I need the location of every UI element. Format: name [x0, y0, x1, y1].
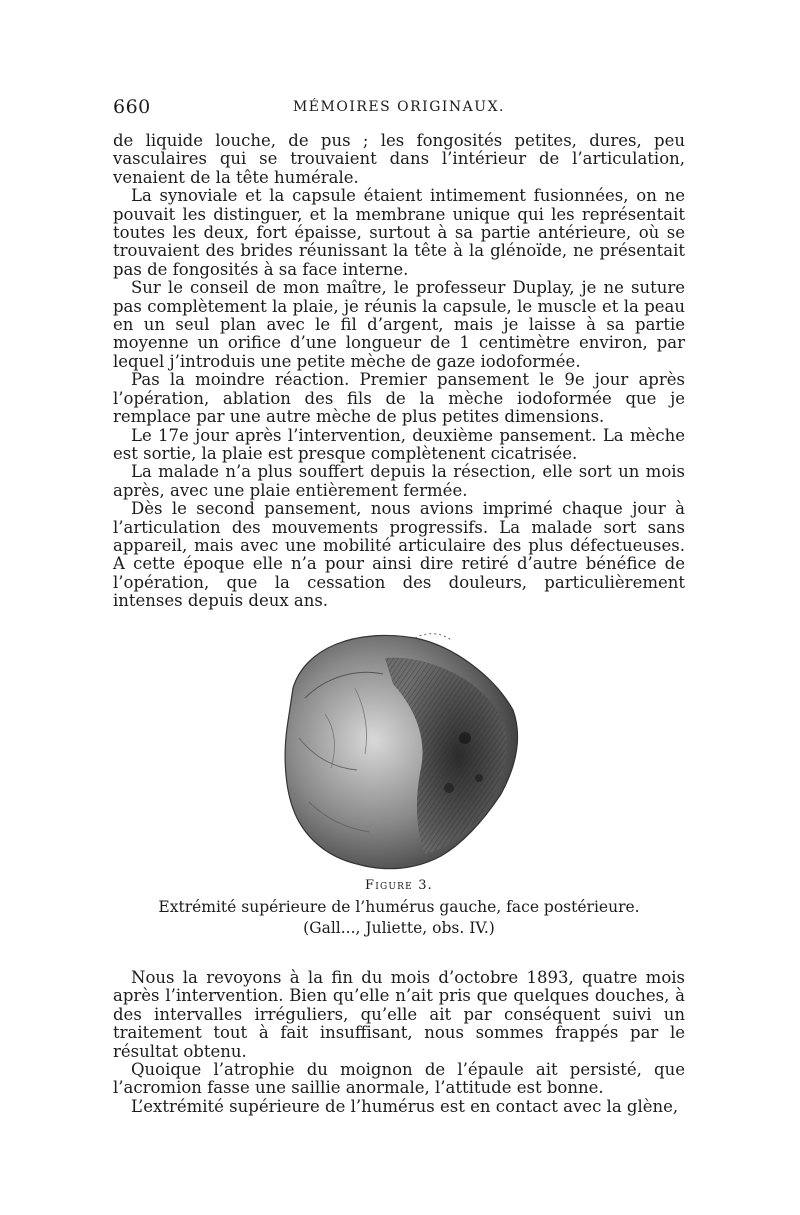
- paragraph: Sur le conseil de mon maître, le professeur Duplay, je ne suture pas complètement la plaie, je réunis la capsule, le muscle et la peau en un seul plan avec le fil d’argent, mais je laisse à sa partie moyenne un orifice d’une longueur de 1 centimètre environ, par lequel j’introduis une petite mèche de gaze iodoformée.: [113, 278, 685, 371]
- running-title: MÉMOIRES ORIGINAUX.: [292, 99, 506, 115]
- paragraph: Le 17e jour après l’intervention, deuxième pansement. La mèche est sortie, la plaie est presque complètenent cicatrisée.: [113, 425, 685, 463]
- paragraph: Pas la moindre réaction. Premier pansement le 9e jour après l’opération, ablation des fils de la mèche iodoformée que je remplace par une autre mèche de plus petites dimensions.: [113, 370, 685, 427]
- paragraph: Dès le second pansement, nous avions imprimé chaque jour à l’articulation des mouvements progressifs. La malade sort sans appareil, mais avec une mobilité articulaire des plus défectueuses. A cette époque elle n’a pour ainsi dire retiré d’autre bénéfice de l’opération, que la cessation des douleurs, particulièrement intenses depuis deux ans.: [113, 499, 685, 611]
- body-text-bottom: [113, 969, 685, 1116]
- figure-label: Figure 3.: [364, 878, 434, 893]
- paragraph: Nous la revoyons à la fin du mois d’octobre 1893, quatre mois après l’intervention. Bien qu’elle n’ait pris que quelques douches, à des intervalles irréguliers, qu’elle ait par conséquent suivi un traitement tout à fait insuffisant, nous sommes frappés par le résultat obtenu.: [113, 968, 685, 1061]
- running-head: [113, 96, 685, 120]
- paragraph: Quoique l’atrophie du moignon de l’épaule ait persisté, que l’acromion fasse une saillie anormale, l’attitude est bonne.: [113, 1060, 685, 1098]
- paragraph: L’extrémité supérieure de l’humérus est en contact avec la glène,: [131, 1096, 679, 1116]
- figure-caption: Extrémité supérieure de l’humérus gauche, face postérieure.: [158, 898, 640, 916]
- paragraph: La malade n’a plus souffert depuis la résection, elle sort un mois après, avec une plaie entièrement fermée.: [113, 462, 685, 500]
- humerus-engraving: [265, 618, 525, 876]
- figure-source: (Gall..., Juliette, obs. IV.): [303, 919, 495, 937]
- humerus-illustration: [265, 618, 525, 876]
- page-number: 660: [113, 96, 151, 118]
- paragraph: de liquide louche, de pus ; les fongosités petites, dures, peu vasculaires qui se trouvaient dans l’intérieur de l’articulation, venaient de la tête humérale.: [113, 131, 685, 187]
- paragraph: La synoviale et la capsule étaient intimement fusionnées, on ne pouvait les distinguer, et la membrane unique qui les représentait toutes les deux, fort épaisse, surtout à sa partie antérieure, où se trouvaient des brides réunissant la tête à la glénoïde, ne présentait pas de fongosités à sa face interne.: [113, 186, 685, 279]
- body-text-top: [113, 132, 685, 611]
